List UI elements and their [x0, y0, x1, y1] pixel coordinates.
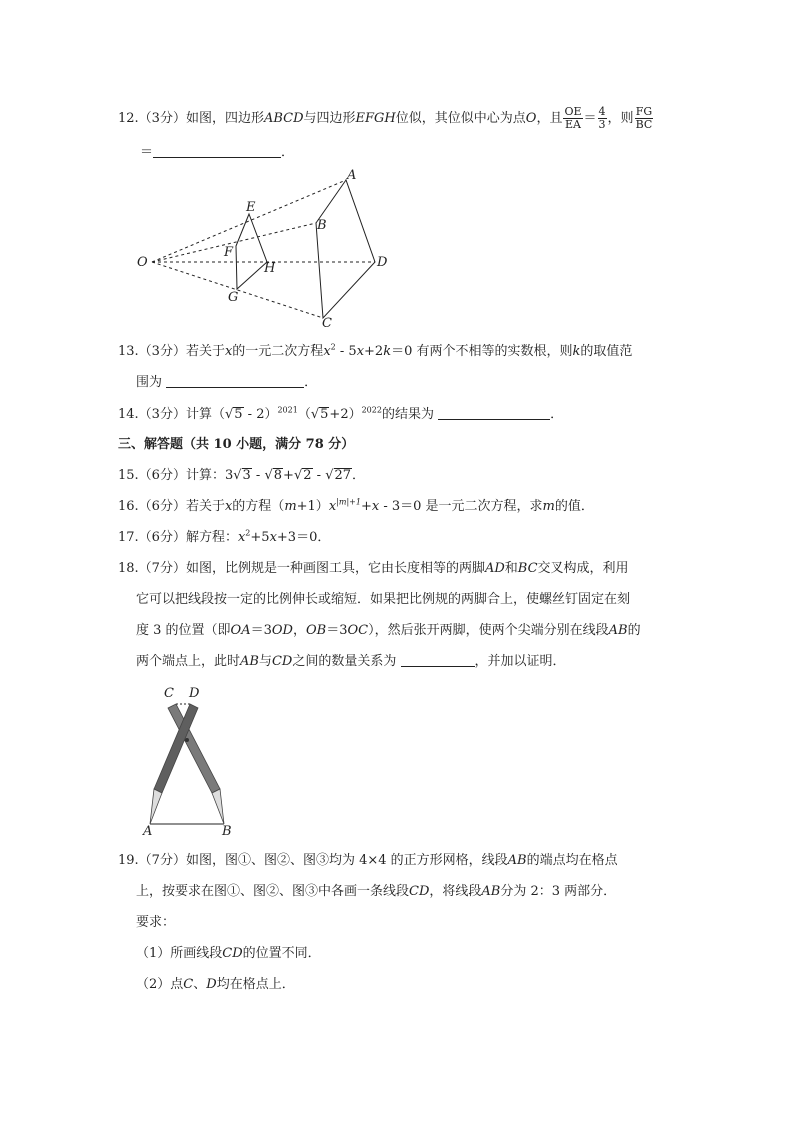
q12-abcd: ABCD: [263, 111, 304, 126]
section-heading: 三、解答题（共 10 小题，满分 78 分）: [118, 437, 355, 452]
exponent: 2021: [277, 405, 298, 415]
frac-num: 4: [598, 105, 606, 118]
q18-text: ＝3: [250, 623, 272, 638]
q18-text: ，并加以证明．: [474, 654, 566, 669]
q12-text: 12.（3分）如图，四边形: [118, 111, 264, 126]
var-k: k: [572, 344, 581, 359]
quadrilateral-efgh: [236, 214, 267, 289]
segment-ob: OB: [305, 623, 327, 638]
q18-text: 的: [627, 623, 641, 638]
answer-blank: [401, 652, 475, 667]
label-d: D: [189, 686, 200, 701]
q13-text: ．: [304, 375, 318, 390]
radicand: 2: [303, 468, 312, 483]
segment-ab: AB: [608, 623, 628, 638]
var-x: x: [269, 530, 277, 545]
var-m: m: [284, 499, 297, 514]
answer-blank: [153, 143, 281, 158]
q12-text: ．: [281, 145, 295, 160]
exponent: 2: [330, 342, 336, 352]
q19-line2: [136, 882, 616, 902]
fraction-4-3: [598, 106, 607, 131]
frac-num: FG: [635, 105, 653, 118]
q12-text: 与四边形: [303, 111, 356, 126]
label-o: O: [137, 255, 148, 270]
q16-text: 的值．: [554, 499, 594, 514]
q14-line: 14.（3分）计算$(√5 - 2)^{2021}(√5+2)^{2022}$的结果为 ．: [118, 405, 564, 422]
q15-line: 15.（6分）计算：3√3 - √8+√2 - √27．: [118, 468, 366, 483]
q16-text: - 3＝0 是一元二次方程，求: [379, 499, 543, 514]
segment-oa: OA: [230, 623, 251, 638]
radicand: 8: [273, 468, 283, 483]
q18-text: 和: [504, 561, 518, 576]
q12-text: ＝: [583, 111, 597, 126]
q13-line1: [118, 342, 632, 362]
answer-blank: [166, 373, 304, 388]
q18-text: ），然后张开两脚，使两个尖端分别在线段: [368, 623, 609, 638]
var-x: x: [356, 344, 365, 359]
label-a: A: [143, 824, 153, 839]
var-k: k: [383, 344, 392, 359]
label-c: C: [164, 686, 174, 701]
q13-text: 的一元二次方程: [232, 344, 324, 359]
q18-text: ，: [292, 623, 306, 638]
point-d: D: [206, 977, 217, 992]
var-x: x: [237, 530, 246, 545]
q18-text: 交叉构成，利用: [537, 561, 629, 576]
label-d: D: [377, 255, 388, 270]
frac-num: OE: [564, 105, 582, 118]
q14-text: 的结果为: [381, 407, 434, 422]
q17-text: +5: [250, 530, 270, 545]
answer-blank: [438, 405, 550, 420]
point-c: C: [183, 977, 194, 992]
q15-text: -: [251, 468, 265, 483]
segment-cd: CD: [222, 946, 243, 961]
var-x: x: [224, 344, 233, 359]
q19-text: 的位置不同．: [242, 946, 321, 961]
q13-line2: [136, 373, 317, 393]
q19-text: 均在格点上．: [216, 977, 295, 992]
q19-text: 的端点均在格点: [526, 853, 618, 868]
homothety-figure: [130, 168, 400, 333]
var-x: x: [371, 499, 380, 514]
q12-line1: [118, 106, 654, 131]
radicand: 5: [234, 407, 243, 422]
q14-text: （: [297, 407, 311, 422]
exponent: 2: [245, 528, 251, 538]
q16-text: +: [360, 499, 372, 514]
q12-text: ＝: [140, 145, 154, 160]
segment-ab: AB: [240, 654, 259, 669]
fraction-fg-bc: [635, 106, 654, 131]
q16-text: +1）: [296, 499, 329, 514]
var-x: x: [224, 499, 233, 514]
radicand: 3: [242, 468, 251, 483]
q15-text: -: [312, 468, 326, 483]
radicand: 27: [334, 468, 352, 483]
segment-ab: AB: [481, 884, 501, 899]
q19-text: 上，按要求在图①、图②、图③中各画一条线段: [136, 884, 410, 899]
segment-cd: CD: [409, 884, 430, 899]
frac-den: EA: [565, 118, 581, 131]
quadrilateral-abcd: [316, 180, 375, 318]
q13-text: +2: [364, 344, 384, 359]
q16-text: 的方程（: [232, 499, 285, 514]
q12-text: ，且: [536, 111, 563, 126]
q17-line: [118, 528, 330, 548]
q19-line4: [136, 944, 321, 964]
q17-text: 17.（6分）解方程：: [118, 530, 238, 545]
q13-text: 的取值范: [580, 344, 633, 359]
q19-text: （2）点: [136, 977, 184, 992]
q18-text: 度 3 的位置（即: [136, 623, 231, 638]
q18-text: 18.（7分）如图，比例规是一种画图工具，它由长度相等的两脚: [118, 561, 485, 576]
q14-text: 14.（3分）计算（: [118, 407, 225, 422]
q19-text: 19.（7分）如图，图①、图②、图③均为 4×4 的正方形网格，线段: [118, 853, 508, 868]
dashed-line-ob: [152, 223, 316, 262]
q12-text: ，则: [607, 111, 634, 126]
q19-line5: [136, 975, 295, 995]
q12-line2: [140, 143, 294, 163]
segment-od: OD: [271, 623, 293, 638]
proportional-compass-figure: [138, 684, 248, 844]
q14-text: - 2）: [243, 407, 278, 422]
q12-efgh: EFGH: [355, 111, 396, 126]
q19-line3: 要求：: [136, 915, 176, 930]
q18-text: 与: [258, 654, 272, 669]
label-b: B: [317, 218, 327, 233]
q12-o: O: [525, 111, 537, 126]
q13-text: 13.（3分）若关于: [118, 344, 225, 359]
label-f: F: [224, 245, 234, 260]
q12-text: 位似，其位似中心为点: [395, 111, 526, 126]
q19-text: 、: [193, 977, 207, 992]
label-a: A: [347, 168, 357, 183]
segment-ab: AB: [507, 853, 527, 868]
q15-text: +: [283, 468, 294, 483]
q18-line4: [136, 652, 566, 672]
frac-den: BC: [635, 118, 653, 131]
segment-bc: BC: [517, 561, 538, 576]
compass-leg-ad: [168, 704, 224, 824]
pivot-screw-icon: [185, 738, 189, 742]
q18-line2: 它可以把线段按一定的比例伸长或缩短．如果把比例规的两脚合上，使螺丝钉固定在刻: [136, 592, 631, 607]
var-x: x: [323, 344, 331, 359]
label-b: B: [222, 824, 232, 839]
q16-line: [118, 497, 594, 517]
q14-text: +2）: [329, 407, 362, 422]
q15-text: 15.（6分）计算：3: [118, 468, 234, 483]
label-h: H: [264, 261, 276, 276]
exponent: |m|+1: [336, 497, 361, 507]
segment-cd: CD: [271, 654, 293, 669]
compass-leg-bc: [150, 704, 198, 824]
segment-oc: OC: [347, 623, 369, 638]
exponent: 2022: [361, 405, 382, 415]
fraction-oe-ea: [563, 106, 582, 131]
q18-text: 之间的数量关系为: [292, 654, 397, 669]
q18-line1: [118, 559, 629, 579]
label-e: E: [246, 200, 256, 215]
q13-text: - 5: [335, 344, 357, 359]
segment-ad: AD: [484, 561, 505, 576]
q18-line3: [136, 621, 641, 641]
q19-line1: [118, 851, 618, 871]
q19-text: 分为 2：3 两部分．: [500, 884, 617, 899]
label-g: G: [228, 290, 239, 305]
q13-text: ＝0 有两个不相等的实数根，则: [391, 344, 573, 359]
q18-text: 两个端点上，此时: [136, 654, 241, 669]
q13-text: 围为: [136, 375, 163, 390]
q19-text: （1）所画线段: [136, 946, 223, 961]
q17-text: +3＝0．: [276, 530, 331, 545]
label-c: C: [322, 316, 332, 331]
q19-text: ，将线段: [429, 884, 482, 899]
q15-text: ．: [352, 468, 366, 483]
var-m: m: [542, 499, 555, 514]
q18-text: ＝3: [326, 623, 348, 638]
q14-text: ．: [550, 407, 564, 422]
var-x: x: [328, 499, 337, 514]
q16-text: 16.（6分）若关于: [118, 499, 225, 514]
frac-den: 3: [598, 118, 606, 131]
radicand: 5: [320, 407, 329, 422]
